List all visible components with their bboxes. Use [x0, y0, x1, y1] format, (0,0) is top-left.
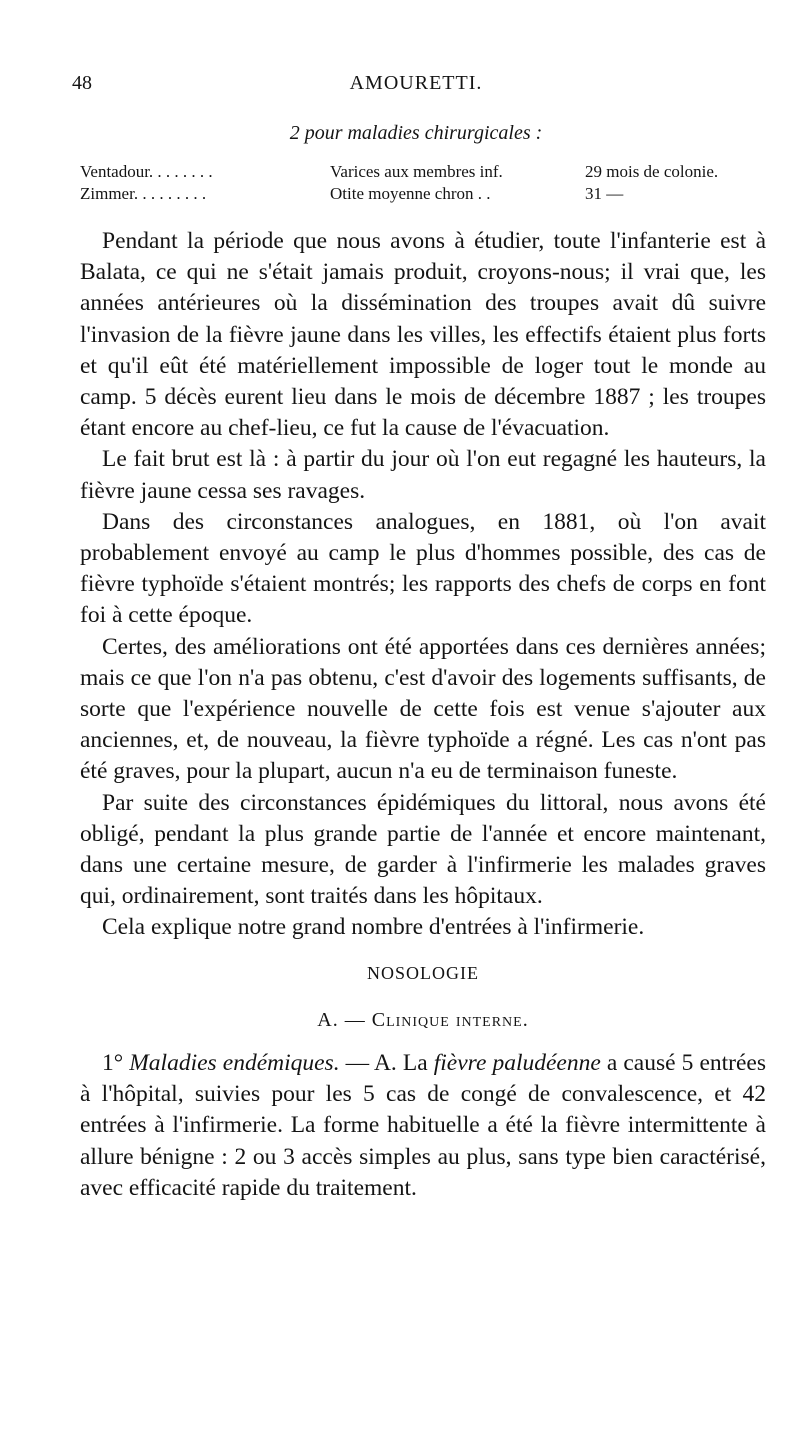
paragraph-number: 1° — [102, 1050, 124, 1077]
subsection-prefix: A. — — [317, 1008, 372, 1031]
section-title: NOSOLOGIE — [367, 962, 479, 983]
paragraph-dash: — A. La — [339, 1050, 434, 1077]
case-name: Zimmer. . . . . . . . . — [80, 184, 207, 203]
case-diagnosis: Varices aux membres inf. — [330, 162, 503, 181]
final-paragraph — [80, 1048, 766, 1204]
case-service: 29 mois de colonie. — [585, 162, 719, 181]
paragraph-title: Maladies endémiques. — [129, 1050, 340, 1077]
case-name: Ventadour. . . . . . . . — [80, 162, 213, 181]
running-title: AMOURETTI. — [349, 72, 483, 94]
case-row — [80, 162, 770, 184]
paragraph-term: fièvre paludéenne — [433, 1050, 601, 1077]
body-text — [80, 226, 766, 1204]
case-row — [80, 184, 770, 206]
page-number: 48 — [72, 72, 92, 94]
page-header — [72, 72, 760, 102]
subsection-name: Clinique interne. — [371, 1008, 529, 1031]
paragraph: Dans des circonstances analogues, en 1881, où l'on avait probablement envoyé au camp le plus d'hommes possible, des cas de fièvre typhoïde s'étaient montrés; les rapports des chefs de corps en font foi à cette époque. — [80, 508, 766, 629]
paragraph: Pendant la période que nous avons à étudier, toute l'infanterie est à Balata, ce qui ne s'était jamais produit, croyons-nous; il vrai que, les années antérieures où la dissémination des troupes avait dû suivre l'invasion de la fièvre jaune dans les villes, les effectifs étaient plus forts et qu'il eût été matériellement impossible de loger tout le monde au camp. 5 décès eurent lieu dans le mois de décembre 1887 ; les troupes étant encore au chef-lieu, ce fut la cause de l'évacuation. — [80, 228, 766, 442]
paragraph: Cela explique notre grand nombre d'entrées à l'infirmerie. — [102, 914, 645, 941]
paragraph-text: a causé 5 entrées à l'hôpital, suivies pour les 5 cas de congé de convalescence, et 42 entrées à l'infirmerie. La forme habituelle a été la fièvre intermittente à allure bénigne : 2 ou 3 accès simples au plus, sans type bien caractérisé, avec efficacité rapide du traitement. — [80, 1050, 766, 1201]
case-service: 31 — — [585, 184, 624, 203]
subsection-title — [80, 1005, 766, 1036]
paragraph: Par suite des circonstances épidémiques du littoral, nous avons été obligé, pendant la plus grande partie de l'année et encore maintenant, dans une certaine mesure, de garder à l'infirmerie les malades graves qui, ordinairement, sont traités dans les hôpitaux. — [80, 789, 766, 910]
cases-subheading: 2 pour maladies chirurgicales : — [289, 122, 543, 144]
case-list — [80, 162, 770, 206]
paragraph: Certes, des améliorations ont été apportées dans ces dernières années; mais ce que l'on n'a pas obtenu, c'est d'avoir des logements suffisants, de sorte que l'expérience nouvelle de cette fois est venue s'ajouter aux anciennes, et, de nouveau, la fièvre typhoïde a régné. Les cas n'ont pas été graves, pour la plupart, aucun n'a eu de terminaison funeste. — [80, 633, 766, 785]
paragraph: Le fait brut est là : à partir du jour où l'on eut regagné les hauteurs, la fièvre jaune cessa ses ravages. — [80, 446, 766, 504]
case-diagnosis: Otite moyenne chron . . — [330, 184, 491, 203]
